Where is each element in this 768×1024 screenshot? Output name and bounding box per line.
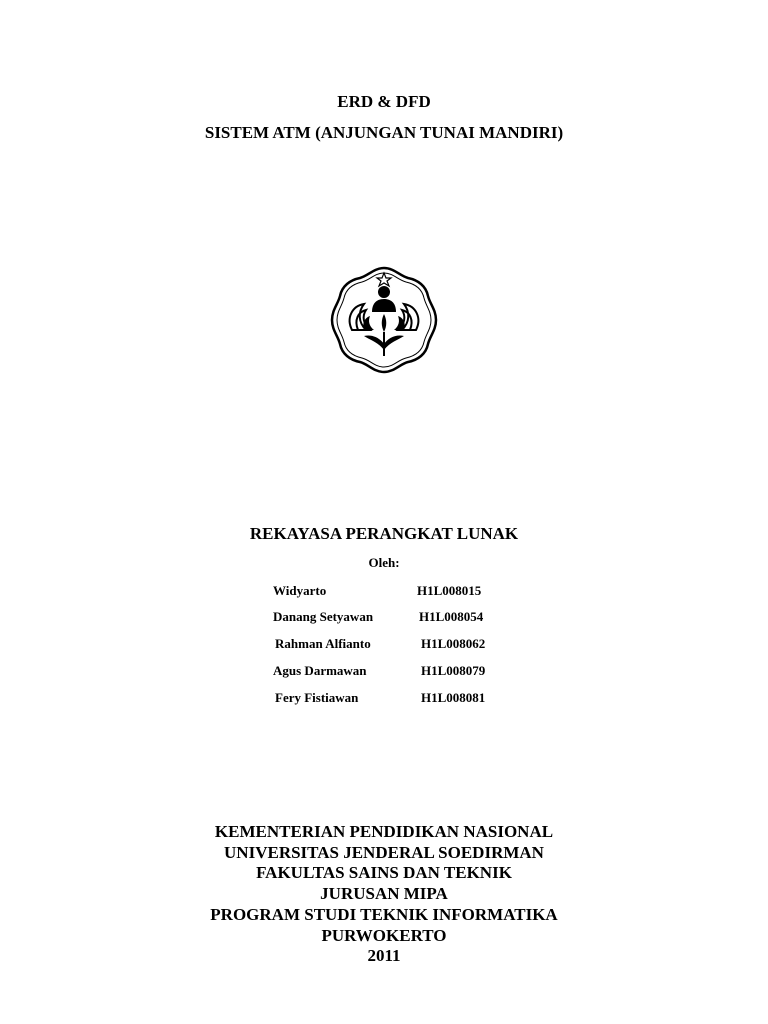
author-nim: H1L008062 xyxy=(421,636,486,651)
institution-department: JURUSAN MIPA xyxy=(320,884,448,903)
author-nim: H1L008081 xyxy=(421,690,486,705)
institution-ministry: KEMENTERIAN PENDIDIKAN NASIONAL xyxy=(214,822,554,841)
author-row xyxy=(273,609,513,629)
author-name: Danang Setyawan xyxy=(273,609,374,624)
authors-label: Oleh: xyxy=(368,555,400,570)
author-name: Rahman Alfianto xyxy=(275,636,371,651)
institution-faculty: FAKULTAS SAINS DAN TEKNIK xyxy=(256,863,512,882)
author-name: Widyarto xyxy=(273,583,327,598)
author-nim: H1L008079 xyxy=(421,663,486,678)
course-name: REKAYASA PERANGKAT LUNAK xyxy=(249,524,519,543)
document-title-line-1: ERD & DFD xyxy=(337,92,431,111)
institution-program: PROGRAM STUDI TEKNIK INFORMATIKA xyxy=(210,905,558,924)
author-row xyxy=(273,583,513,603)
author-row xyxy=(275,636,515,656)
author-name: Agus Darmawan xyxy=(273,663,367,678)
document-title-line-2: SISTEM ATM (ANJUNGAN TUNAI MANDIRI) xyxy=(204,123,564,142)
author-nim: H1L008054 xyxy=(419,609,484,624)
institution-city: PURWOKERTO xyxy=(321,926,447,945)
institution-university: UNIVERSITAS JENDERAL SOEDIRMAN xyxy=(224,843,544,862)
document-year: 2011 xyxy=(367,946,401,965)
author-row xyxy=(273,663,513,683)
author-name: Fery Fistiawan xyxy=(275,690,359,705)
author-row xyxy=(275,690,515,710)
author-nim: H1L008015 xyxy=(417,583,482,598)
university-seal-icon xyxy=(328,264,440,376)
